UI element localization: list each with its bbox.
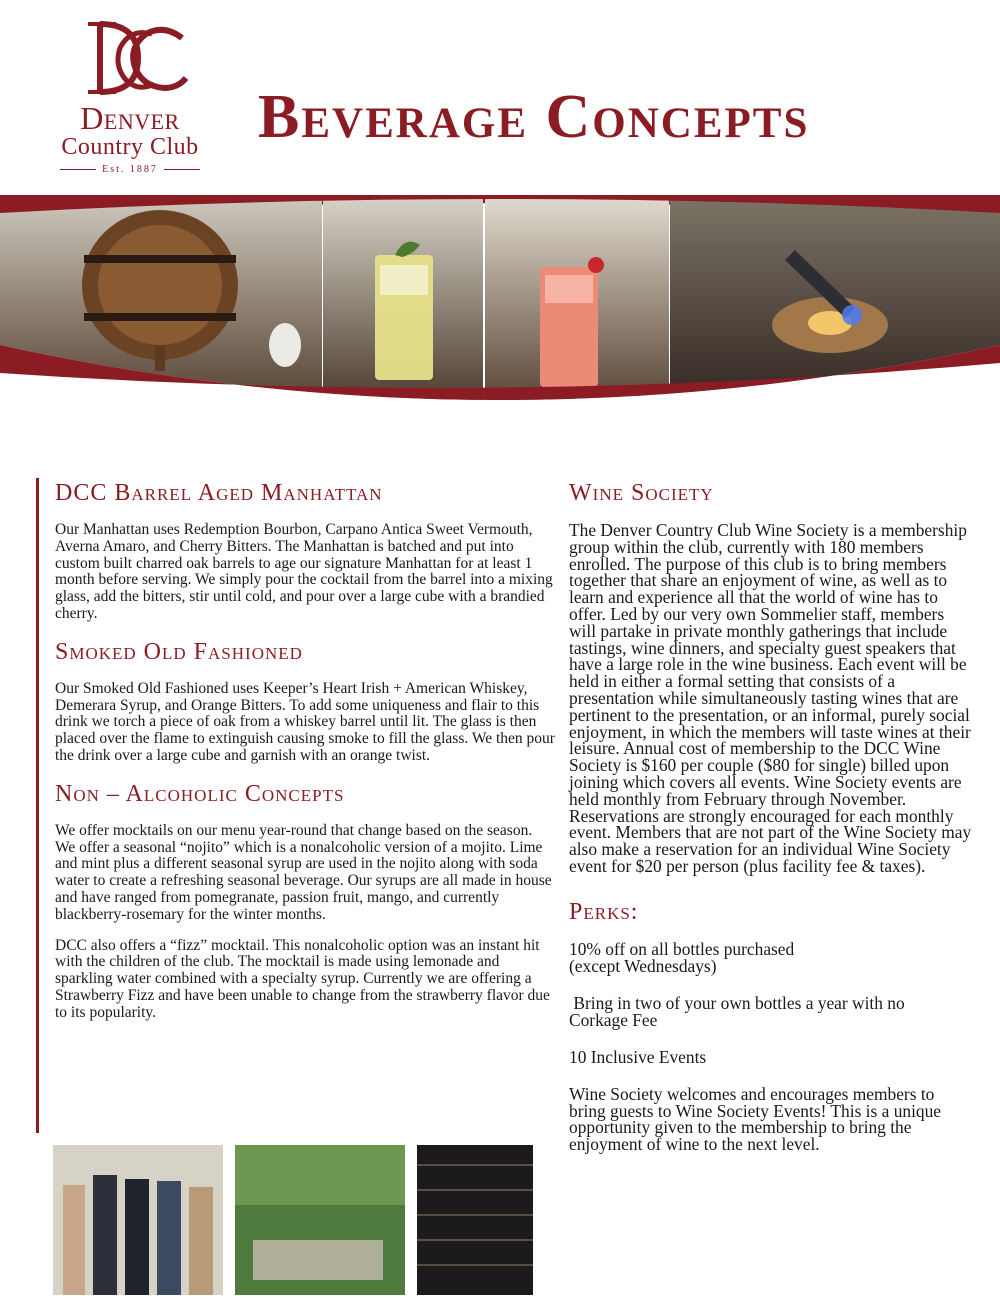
non-alcoholic-body-1: We offer mocktails on our menu year-round that change based on the season. We offer a seasonal “nojito” which is a nonalcoholic version of a mojito. Lime and mint plus a different seasonal syrup are used in the nojito along with soda water to create a refreshing seasonal beverage. Our syrups are all made in house and have ranged from pomegranate, passion fruit, mango, and currently blackberry-rosemary for the winter months. [55,821,552,923]
photo-banner [0,195,1000,425]
dcc-monogram-icon [60,18,200,100]
dcc-logo [30,18,230,188]
manhattan-title: DCC Barrel Aged Manhattan [55,480,383,506]
perk-line: 10 Inclusive Events [569,1046,707,1067]
logo-est-text: Est. 1887 [102,164,158,175]
perk-line: (except Wednesdays) [569,955,717,976]
logo-established [30,164,230,175]
photo-thumbnails [53,1145,533,1295]
right-column [569,478,974,1167]
page-title: Beverage Concepts [258,83,810,151]
non-alcoholic-body-2: DCC also offers a “fizz” mocktail. This nonalcoholic option was an instant hit with the children of the club. The mocktail is made using lemonade and sparkling water combined with a specialty syrup. Currently we are offering a Strawberry Fizz and have been unable to change from the strawberry flavor due to its popularity. [55,936,550,1021]
perk-line: Corkage Fee [569,1009,658,1030]
left-column [36,478,555,1133]
wine-wall-photo [417,1145,533,1295]
perk-line: 10% off on all bottles purchased [569,938,795,959]
perk-item [569,1046,974,1067]
manhattan-body: Our Manhattan uses Redemption Bourbon, Carpano Antica Sweet Vermouth, Averna Amaro, and Cherry Bitters. The Manhattan is batched and put into custom built charred oak barrels to age our signature Manhattan for at least 1 month before serving. We simply pour the cocktail from the barrel into a mixing glass, add the bitters, stir until cold, and pour over a large cube with a brandied cherry. [55,521,553,622]
wine-society-title: Wine Society [569,480,714,506]
perk-item [569,992,974,1030]
wine-society-body: The Denver Country Club Wine Society is a membership group within the club, currently with 180 members enrolled. The purpose of this club is to bring members together that share an enjoyment of wine, as well as to learn and experience all that the world of wine has to offer. Led by our very own Sommelier staff, members will partake in private monthly gatherings that include tastings, wine dinners, and specialty guest speakers that have a large role in the wine business. Each event will be held in either a formal setting that consists of a presentation while simultaneously tasting wines that are pertinent to the presentation, or an informal, purely social enjoyment, in which the members will taste wines at their leisure. Annual cost of membership to the DCC Wine Society is $160 per couple ($80 for single) billed upon joining which covers all events. Wine Society events are held monthly from February through November. Reservations are strongly encouraged for each monthly event. Members that are not part of the Wine Society may also make a reservation for an individual Wine Society event for $20 per person (plus facility fee & taxes). [569,520,972,876]
old-fashioned-body: Our Smoked Old Fashioned uses Keeper’s Heart Irish + American Whiskey, Demerara Syrup, and Orange Bitters. To add some uniqueness and flair to this drink we torch a piece of oak from a whiskey barrel until lit. The glass is then placed over the flame to extinguish causing smoke to fill the glass. We then pour the drink over a large cube and garnish with an orange twist. [55,679,555,764]
logo-name: Denver [80,100,180,136]
perk-line: Bring in two of your own bottles a year with no [569,992,905,1013]
perks-title: Perks: [569,898,639,925]
wine-society-closing: Wine Society welcomes and encourages members to bring guests to Wine Society Events! This is a unique opportunity given to the membership to bring the enjoyment of wine to the next level. [569,1083,942,1155]
old-fashioned-title: Smoked Old Fashioned [55,638,303,665]
perk-item [569,938,974,976]
logo-subtitle: Country Club [61,134,199,160]
non-alcoholic-title: Non – Alcoholic Concepts [55,780,345,807]
